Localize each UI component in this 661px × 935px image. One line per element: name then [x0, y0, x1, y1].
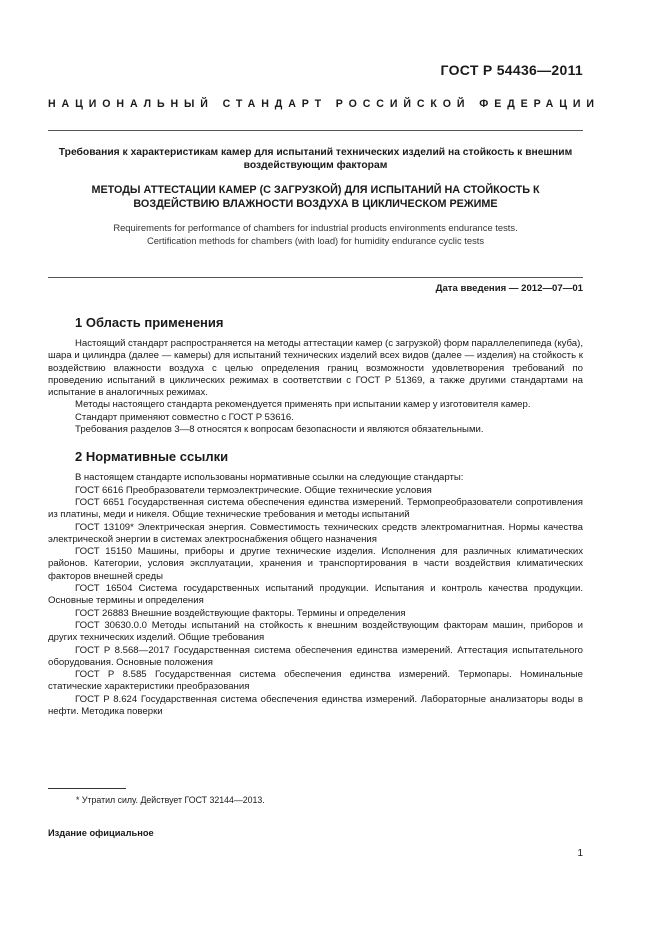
reference-item: ГОСТ 6651 Государственная система обеспечения единства измерений. Термопреобразователи сопротивления из платины, меди и никеля. Общие технические требования и методы испытаний — [48, 496, 583, 521]
national-standard-banner: НАЦИОНАЛЬНЫЙ СТАНДАРТ РОССИЙСКОЙ ФЕДЕРАЦИИ — [48, 98, 600, 110]
title-block — [48, 146, 583, 248]
footnote: * Утратил силу. Действует ГОСТ 32144—2013. — [76, 795, 265, 805]
page-number: 1 — [577, 848, 583, 859]
reference-item: ГОСТ 30630.0.0 Методы испытаний на стойкость к внешним воздействующим факторам машин, приборов и других технических изделий. Общие требования — [48, 619, 583, 644]
document-number: ГОСТ Р 54436—2011 — [440, 62, 583, 78]
document-body — [48, 314, 583, 718]
section-1-paragraph: Требования разделов 3—8 относятся к вопросам безопасности и являются обязательными. — [75, 424, 484, 436]
title-general: Требования к характеристикам камер для испытаний технических изделий на стойкость к внешним воздействующим факторам — [58, 147, 573, 171]
reference-item: ГОСТ 6616 Преобразователи термоэлектрические. Общие технические условия — [75, 484, 432, 496]
reference-item: ГОСТ 16504 Система государственных испытаний продукции. Испытания и контроль качества продукции. Основные термины и определения — [48, 583, 583, 607]
reference-item: ГОСТ Р 8.585 Государственная система обеспечения единства измерений. Термопары. Номинальные статические характеристики преобразования — [48, 669, 583, 693]
title-english — [48, 222, 583, 248]
section-1-paragraph: Методы настоящего стандарта рекомендуется применять при испытании камер у изготовителя камер. — [75, 399, 531, 411]
title-english-line-2: Certification methods for chambers (with load) for humidity endurance cyclic tests — [146, 234, 485, 246]
reference-item: ГОСТ Р 8.624 Государственная система обеспечения единства измерений. Лабораторные анализаторы воды в нефти. Методика поверки — [48, 693, 583, 718]
reference-item: ГОСТ 13109* Электрическая энергия. Совместимость технических средств электромагнитная. Нормы качества электрической энергии в системах электроснабжения общего назначения — [48, 521, 583, 545]
title-main: МЕТОДЫ АТТЕСТАЦИИ КАМЕР (С ЗАГРУЗКОЙ) ДЛЯ ИСПЫТАНИЙ НА СТОЙКОСТЬ К ВОЗДЕЙСТВИЮ ВЛАЖНОСТИ ВОЗДУХА В ЦИКЛИЧЕСКОМ РЕЖИМЕ — [91, 184, 540, 210]
title-english-line-1: Requirements for performance of chambers for industrial products environments endurance tests. — [113, 222, 518, 233]
section-1-paragraph: Настоящий стандарт распространяется на методы аттестации камер (с загрузкой) форм параллелепипеда (куба), шара и цилиндра (далее — камеры) для испытаний технических изделий всех видов (далее — изделия) на стойкость к воздействию влажности воздуха с целью определения границ возможности удовлетворения требований по проведению испытаний в циклических режимах в соответствии с ГОСТ Р 51369, а также другими стандартами на испытание в аналогичных режимах. — [48, 338, 583, 399]
introduction-date: Дата введения — 2012—07—01 — [435, 283, 583, 294]
section-2-paragraph: В настоящем стандарте использованы нормативные ссылки на следующие стандарты: — [75, 472, 464, 484]
reference-item: ГОСТ 26883 Внешние воздействующие факторы. Термины и определения — [75, 607, 406, 619]
footnote-divider — [48, 788, 126, 789]
intro-divider — [48, 277, 583, 278]
section-1-paragraph: Стандарт применяют совместно с ГОСТ Р 53616. — [75, 411, 294, 423]
edition-label: Издание официальное — [48, 828, 154, 838]
reference-item: ГОСТ Р 8.568—2017 Государственная система обеспечения единства измерений. Аттестация испытательного оборудования. Основные положения — [48, 644, 583, 668]
reference-item: ГОСТ 15150 Машины, приборы и другие технические изделия. Исполнения для различных климатических районов. Категории, условия эксплуатации, хранения и транспортирования в части воздействия климатических факторов внешней среды — [48, 546, 583, 582]
section-2-heading: 2 Нормативные ссылки — [75, 449, 229, 465]
section-1-heading: 1 Область применения — [75, 315, 224, 330]
header-divider — [48, 130, 583, 131]
